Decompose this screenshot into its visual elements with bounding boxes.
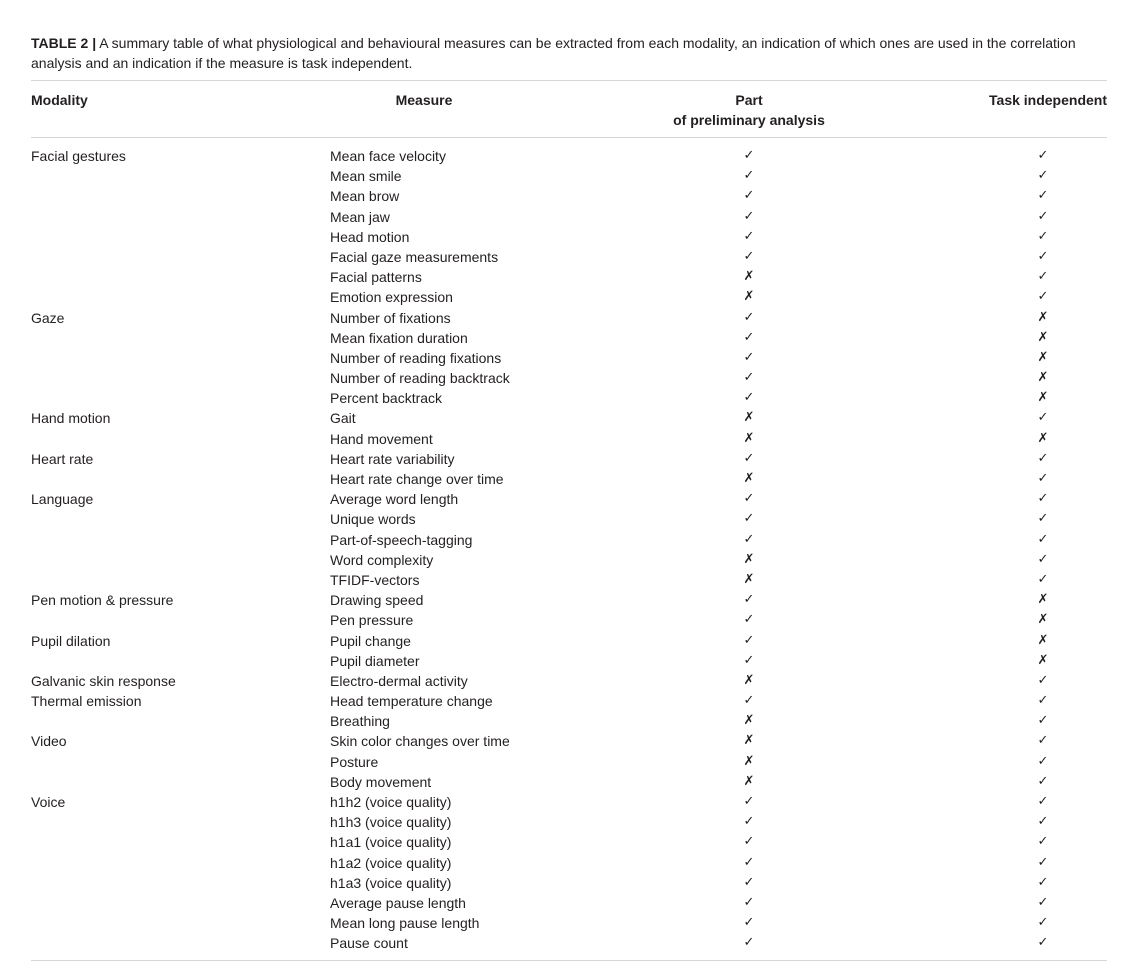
cell-measure: Mean face velocity <box>330 148 446 164</box>
cell-modality: Voice <box>31 794 66 810</box>
table-row <box>31 449 1107 469</box>
table-row <box>31 731 1107 751</box>
cell-task-independent: ✓ <box>1037 894 1049 910</box>
cell-measure: TFIDF-vectors <box>330 571 420 588</box>
cell-task-independent: ✓ <box>1037 551 1049 567</box>
cell-task-independent: ✗ <box>1037 592 1049 608</box>
cell-part-of-analysis: ✓ <box>743 854 755 870</box>
header-part-line1: Part <box>735 92 763 108</box>
cell-part-of-analysis: ✗ <box>743 753 755 769</box>
cell-part-of-analysis: ✓ <box>743 592 755 608</box>
cell-part-of-analysis: ✓ <box>743 632 755 648</box>
table-caption-text: A summary table of what physiological and behavioural measures can be extracted from each modality, an indication of which ones are used in the correlation analysis and an indication if the measure is task independent. <box>31 35 1076 71</box>
cell-task-independent: ✓ <box>1037 935 1049 951</box>
cell-task-independent: ✗ <box>1037 612 1049 628</box>
cell-measure: Breathing <box>330 713 390 730</box>
cell-part-of-analysis: ✓ <box>743 390 755 406</box>
table-row <box>31 469 1107 489</box>
cell-task-independent: ✓ <box>1037 511 1049 527</box>
header-modality: Modality <box>31 92 88 108</box>
cell-modality: Pupil dilation <box>31 632 111 649</box>
table-row <box>31 873 1107 893</box>
cell-measure: Mean fixation duration <box>330 329 468 346</box>
table-body <box>31 138 1107 954</box>
cell-task-independent: ✓ <box>1037 713 1049 729</box>
cell-measure: Electro-dermal activity <box>330 672 468 689</box>
cell-task-independent: ✓ <box>1037 733 1049 749</box>
cell-measure: Emotion expression <box>330 289 453 306</box>
table-row <box>31 429 1107 449</box>
cell-measure: Pupil diameter <box>330 652 420 669</box>
cell-measure: h1a1 (voice quality) <box>330 834 452 851</box>
header-task-independent: Task independent <box>989 92 1107 108</box>
table-row <box>31 388 1107 408</box>
cell-part-of-analysis: ✓ <box>743 208 755 224</box>
cell-measure: Skin color changes over time <box>330 733 510 750</box>
cell-part-of-analysis: ✓ <box>743 370 755 386</box>
cell-task-independent: ✗ <box>1037 349 1049 365</box>
cell-measure: Mean brow <box>330 188 400 205</box>
cell-measure: Pupil change <box>330 632 411 649</box>
cell-modality: Heart rate <box>31 450 94 467</box>
cell-task-independent: ✓ <box>1037 814 1049 830</box>
table-row <box>31 853 1107 873</box>
cell-measure: Body movement <box>330 773 432 790</box>
table-row <box>31 671 1107 691</box>
cell-measure: Heart rate variability <box>330 450 455 467</box>
cell-part-of-analysis: ✓ <box>743 652 755 668</box>
cell-part-of-analysis: ✗ <box>743 269 755 285</box>
table-row <box>31 913 1107 933</box>
cell-measure: Number of reading backtrack <box>330 370 510 387</box>
cell-measure: Unique words <box>330 511 416 528</box>
cell-part-of-analysis: ✗ <box>743 430 755 446</box>
cell-measure: Mean smile <box>330 168 402 185</box>
table-row <box>31 570 1107 590</box>
cell-task-independent: ✓ <box>1037 531 1049 547</box>
table-caption-label: TABLE 2 | <box>31 35 97 51</box>
table-row <box>31 893 1107 913</box>
table-row <box>31 590 1107 610</box>
table-row <box>31 691 1107 711</box>
cell-part-of-analysis: ✓ <box>743 309 755 325</box>
table-row <box>31 530 1107 550</box>
cell-part-of-analysis: ✗ <box>743 410 755 426</box>
cell-task-independent: ✓ <box>1037 915 1049 931</box>
cell-part-of-analysis: ✓ <box>743 834 755 850</box>
cell-part-of-analysis: ✗ <box>743 733 755 749</box>
cell-measure: h1a2 (voice quality) <box>330 854 452 871</box>
cell-measure: Drawing speed <box>330 592 424 609</box>
cell-part-of-analysis: ✓ <box>743 511 755 527</box>
cell-part-of-analysis: ✓ <box>743 248 755 264</box>
table-row <box>31 812 1107 832</box>
cell-measure: Facial patterns <box>330 269 422 286</box>
cell-measure: Average word length <box>330 491 459 508</box>
cell-measure: Posture <box>330 753 379 770</box>
table-row <box>31 631 1107 651</box>
cell-task-independent: ✓ <box>1037 228 1049 244</box>
cell-part-of-analysis: ✓ <box>743 531 755 547</box>
cell-measure: Percent backtrack <box>330 390 443 407</box>
cell-part-of-analysis: ✓ <box>743 148 755 163</box>
cell-task-independent: ✓ <box>1037 794 1049 809</box>
cell-task-independent: ✓ <box>1037 773 1049 789</box>
cell-part-of-analysis: ✓ <box>743 894 755 910</box>
cell-task-independent: ✗ <box>1037 632 1049 648</box>
cell-task-independent: ✗ <box>1037 370 1049 386</box>
table-row <box>31 186 1107 206</box>
cell-part-of-analysis: ✓ <box>743 188 755 204</box>
cell-measure: Gait <box>330 410 356 427</box>
cell-task-independent: ✓ <box>1037 854 1049 870</box>
table-row <box>31 146 1107 166</box>
cell-part-of-analysis: ✗ <box>743 672 755 688</box>
cell-measure: Pen pressure <box>330 612 414 629</box>
cell-measure: Pause count <box>330 935 408 952</box>
cell-part-of-analysis: ✓ <box>743 612 755 628</box>
cell-part-of-analysis: ✓ <box>743 874 755 890</box>
cell-task-independent: ✗ <box>1037 329 1049 345</box>
cell-measure: Mean jaw <box>330 208 390 225</box>
cell-task-independent: ✓ <box>1037 148 1049 163</box>
cell-task-independent: ✓ <box>1037 168 1049 184</box>
table-row <box>31 308 1107 328</box>
cell-modality: Pen motion & pressure <box>31 592 174 609</box>
table-row <box>31 348 1107 368</box>
cell-task-independent: ✓ <box>1037 248 1049 264</box>
cell-part-of-analysis: ✓ <box>743 693 755 709</box>
cell-task-independent: ✓ <box>1037 450 1049 466</box>
table-row <box>31 368 1107 388</box>
cell-modality: Thermal emission <box>31 693 142 710</box>
table-row <box>31 832 1107 852</box>
table-caption <box>31 33 1107 73</box>
cell-task-independent: ✓ <box>1037 693 1049 709</box>
cell-task-independent: ✗ <box>1037 652 1049 668</box>
table-row <box>31 792 1107 812</box>
cell-measure: Number of reading fixations <box>330 349 502 366</box>
table-row <box>31 267 1107 287</box>
cell-measure: Hand movement <box>330 430 433 447</box>
cell-part-of-analysis: ✓ <box>743 491 755 507</box>
cell-task-independent: ✗ <box>1037 390 1049 406</box>
table-row <box>31 207 1107 227</box>
cell-part-of-analysis: ✓ <box>743 168 755 184</box>
table-row <box>31 166 1107 186</box>
cell-measure: Part-of-speech-tagging <box>330 531 473 548</box>
table-row <box>31 711 1107 731</box>
cell-modality: Galvanic skin response <box>31 672 176 689</box>
cell-part-of-analysis: ✓ <box>743 228 755 244</box>
cell-part-of-analysis: ✗ <box>743 773 755 789</box>
cell-measure: Head temperature change <box>330 693 493 710</box>
cell-measure: Facial gaze measurements <box>330 248 499 265</box>
cell-task-independent: ✓ <box>1037 410 1049 426</box>
table-row <box>31 933 1107 953</box>
cell-measure: Word complexity <box>330 551 434 568</box>
cell-modality: Video <box>31 733 67 750</box>
table-row <box>31 408 1107 428</box>
table-header <box>31 81 1107 137</box>
cell-part-of-analysis: ✓ <box>743 450 755 466</box>
cell-task-independent: ✓ <box>1037 874 1049 890</box>
table-row <box>31 772 1107 792</box>
cell-task-independent: ✗ <box>1037 430 1049 446</box>
cell-measure: h1a3 (voice quality) <box>330 874 452 891</box>
cell-task-independent: ✓ <box>1037 471 1049 486</box>
cell-part-of-analysis: ✓ <box>743 935 755 951</box>
cell-measure: Number of fixations <box>330 309 451 326</box>
cell-part-of-analysis: ✗ <box>743 713 755 729</box>
table-row <box>31 328 1107 348</box>
cell-task-independent: ✓ <box>1037 208 1049 224</box>
table-row <box>31 550 1107 570</box>
cell-part-of-analysis: ✗ <box>743 551 755 567</box>
header-measure: Measure <box>395 92 453 108</box>
cell-modality: Facial gestures <box>31 148 126 164</box>
cell-measure: Head motion <box>330 228 410 245</box>
cell-task-independent: ✓ <box>1037 188 1049 204</box>
table-row <box>31 651 1107 671</box>
table-row <box>31 287 1107 307</box>
table-row <box>31 227 1107 247</box>
cell-modality: Hand motion <box>31 410 111 427</box>
cell-task-independent: ✓ <box>1037 491 1049 507</box>
table-container <box>31 0 1107 961</box>
cell-modality: Gaze <box>31 309 65 326</box>
cell-part-of-analysis: ✗ <box>743 571 755 587</box>
cell-part-of-analysis: ✗ <box>743 289 755 305</box>
table-row <box>31 247 1107 267</box>
cell-part-of-analysis: ✓ <box>743 329 755 345</box>
cell-task-independent: ✓ <box>1037 753 1049 769</box>
table-bottom-rule <box>31 960 1107 961</box>
cell-measure: Heart rate change over time <box>330 471 504 487</box>
cell-measure: Average pause length <box>330 894 466 911</box>
cell-task-independent: ✓ <box>1037 672 1049 688</box>
cell-part-of-analysis: ✓ <box>743 349 755 365</box>
header-part-line2: of preliminary analysis <box>673 112 825 128</box>
table-row <box>31 489 1107 509</box>
table-row <box>31 610 1107 630</box>
cell-task-independent: ✗ <box>1037 309 1049 325</box>
cell-part-of-analysis: ✓ <box>743 915 755 931</box>
table-row <box>31 752 1107 772</box>
cell-task-independent: ✓ <box>1037 834 1049 850</box>
header-part-of-analysis <box>649 90 849 130</box>
cell-measure: h1h2 (voice quality) <box>330 794 452 810</box>
cell-modality: Language <box>31 491 94 508</box>
cell-task-independent: ✓ <box>1037 269 1049 285</box>
cell-part-of-analysis: ✓ <box>743 814 755 830</box>
table-row <box>31 509 1107 529</box>
cell-task-independent: ✓ <box>1037 571 1049 587</box>
cell-part-of-analysis: ✓ <box>743 794 755 809</box>
cell-task-independent: ✓ <box>1037 289 1049 305</box>
cell-part-of-analysis: ✗ <box>743 471 755 486</box>
cell-measure: h1h3 (voice quality) <box>330 814 452 831</box>
cell-measure: Mean long pause length <box>330 915 480 932</box>
